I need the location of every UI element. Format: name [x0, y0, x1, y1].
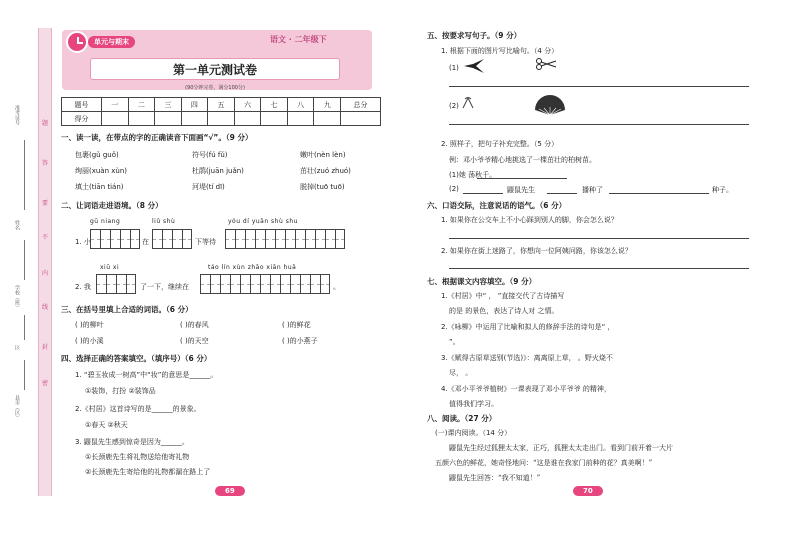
table-cell: 三: [155, 98, 182, 112]
open-fan-icon: [533, 94, 567, 116]
q1-item: 嫩叶(nèn lèn): [300, 151, 346, 159]
q7-item: 3.《赋得古原草送别(节选)》：离离原上草， 。野火烧不: [441, 354, 613, 362]
q1-item: 脱掉(tuō tuō): [300, 183, 345, 191]
img-label: (1): [449, 64, 459, 72]
table-cell: 题号: [62, 98, 102, 112]
table-cell: 总分: [341, 98, 381, 112]
img-label: (2): [449, 102, 459, 110]
scissors-icon: [535, 58, 557, 70]
q7-item: 1.《村居》中“ ， ”直接交代了古诗描写: [441, 292, 565, 300]
table-cell: 六: [234, 98, 261, 112]
strip-char: 答: [41, 160, 48, 167]
sidebar-label-name: 姓名: [14, 220, 20, 230]
q1-item: 绚丽(xuàn xùn): [75, 167, 128, 175]
page-title: 第一单元测试卷: [172, 63, 257, 77]
q1-item: 填土(tiān tián): [75, 183, 124, 191]
pinyin: xiū xi: [100, 264, 120, 271]
q1-item: 包裹(gǔ guǒ): [75, 151, 119, 159]
q7-item: 尽， 。: [449, 369, 473, 377]
q2-text: 了一下，继续在: [140, 283, 189, 291]
exam-note: (90分钟完卷，满分100分): [185, 85, 245, 91]
q4-item: 2.《村居》这首诗写的是______的景象。: [75, 405, 201, 413]
q3-item: ( )的小燕子: [282, 337, 318, 345]
table-cell: 九: [314, 98, 341, 112]
score-input[interactable]: [181, 112, 208, 126]
table-cell: 七: [261, 98, 288, 112]
table-cell: 得分: [62, 112, 102, 126]
q5-example: 例：邓小爷爷精心地挑选了一棵茁壮的柏树苗。: [449, 156, 596, 164]
table-row: [62, 98, 381, 112]
writing-grid[interactable]: [90, 229, 140, 249]
writing-grid[interactable]: [200, 274, 330, 294]
binding-strip: [38, 28, 52, 496]
table-cell: 二: [128, 98, 155, 112]
strip-char: 要: [41, 200, 48, 207]
sidebar-line: [24, 360, 25, 390]
answer-line[interactable]: [609, 193, 709, 194]
q1-title: 一、读一读，在带点的字的正确读音下面画“√”。（9 分）: [61, 133, 253, 142]
pinyin: yóu dí yuān shù shu: [228, 218, 298, 225]
q1-item: 杜鹃(juān juǎn): [192, 167, 244, 175]
q2-text: 。: [333, 283, 340, 291]
score-input[interactable]: [287, 112, 314, 126]
q3-title: 三、在括号里填上合适的词语。（6 分）: [61, 305, 193, 314]
q6-item: 2. 如果你在街上迷路了，你想向一位阿姨问路，你该怎么说？: [441, 247, 632, 255]
q6-item: 1. 如果你在公交车上不小心踩到别人的脚，你会怎么说？: [441, 216, 618, 224]
clock-icon: [66, 31, 88, 53]
table-cell: 四: [181, 98, 208, 112]
q5-fill: 种子。: [712, 186, 733, 194]
q4-item: ②长颈鹿先生寄给他的礼物都漏在路上了: [85, 468, 211, 476]
left-page: [0, 0, 396, 533]
sidebar-label-county: 县市（区）: [14, 395, 20, 420]
strip-char: 不: [41, 234, 48, 241]
answer-line[interactable]: [449, 238, 749, 239]
answer-line[interactable]: [477, 178, 567, 179]
table-row: [62, 112, 381, 126]
strip-char: 内: [41, 270, 48, 277]
score-input[interactable]: [128, 112, 155, 126]
strip-char: 密: [41, 380, 48, 387]
score-input[interactable]: [208, 112, 235, 126]
reading-text: 鼹鼠先生回答：“我不知道！”: [449, 474, 541, 482]
writing-grid[interactable]: [96, 274, 136, 294]
q7-item: 值得我们学习。: [449, 400, 498, 408]
q4-item: 1. “碧玉妆成一树高”中“妆”的意思是______。: [75, 371, 218, 379]
strip-char: 题: [41, 120, 48, 127]
q2-text: 2. 我: [75, 283, 91, 291]
q5-fill: 播种了: [582, 186, 603, 194]
q5-fill: (1)她 荡秋千。: [449, 171, 497, 179]
q6-title: 六、口语交际，注意说话的语气。（6 分）: [427, 201, 567, 210]
q2-title: 二、让词语走进语境。（8 分）: [61, 201, 163, 210]
q5-sub: 2. 照样子，把句子补充完整。（5 分）: [441, 140, 559, 148]
q7-item: 2.《咏柳》中运用了比喻和拟人的修辞手法的诗句是“ ，: [441, 323, 615, 331]
page-number: 69: [215, 486, 245, 496]
strip-char: 线: [41, 304, 48, 311]
q3-item: ( )的春风: [180, 321, 209, 329]
reading-text: 鼹鼠先生经过狐狸太太家，正巧，狐狸太太走出门。看到门前开着一大片: [449, 444, 673, 452]
score-input[interactable]: [155, 112, 182, 126]
pinyin: liǔ shù: [152, 218, 176, 225]
answer-line[interactable]: [449, 124, 749, 125]
reading-text: 五颜六色的鲜花，她奇怪地问：“这是谁在我家门前种的花？真美啊！”: [435, 459, 653, 467]
q7-item: 4.《邓小平爷爷植树》一课表现了邓小平爷爷 的精神，: [441, 385, 611, 393]
q4-item: ①春天 ②秋天: [85, 421, 128, 429]
answer-line[interactable]: [449, 86, 749, 87]
q2-text: 下等待: [195, 238, 216, 246]
table-cell: 一: [102, 98, 129, 112]
sidebar-label-exam-id: 准考证号: [14, 105, 20, 125]
page-number: 70: [573, 486, 603, 496]
q4-item: 3. 鼹鼠先生感到惊奇是因为______。: [75, 438, 189, 446]
answer-line[interactable]: [547, 193, 577, 194]
pinyin: gū niang: [90, 218, 121, 225]
writing-grid[interactable]: [152, 229, 192, 249]
q4-title: 四、选择正确的答案填空。（填序号）（6 分）: [61, 354, 212, 363]
q5-fill: (2): [449, 185, 459, 193]
q8-title: 八、阅读。（27 分）: [427, 414, 497, 423]
score-input[interactable]: [102, 112, 129, 126]
q8-sub: (一)课内阅读。（14 分）: [435, 429, 512, 437]
score-input[interactable]: [314, 112, 341, 126]
swallow-icon: [463, 58, 485, 74]
q7-item: ”。: [449, 338, 460, 346]
right-page: [397, 0, 793, 533]
strip-char: 封: [41, 344, 48, 351]
score-input[interactable]: [341, 112, 381, 126]
score-input[interactable]: [261, 112, 288, 126]
q5-title: 五、按要求写句子。（9 分）: [427, 31, 522, 40]
q4-item: ①装饰，打扮 ②装饰品: [85, 387, 156, 395]
score-input[interactable]: [234, 112, 261, 126]
q3-item: ( )的柳叶: [75, 321, 104, 329]
sidebar-line: [24, 140, 25, 210]
q1-item: 河堤(tí dī): [192, 183, 225, 191]
q3-item: ( )的鲜花: [282, 321, 311, 329]
subject-label: 语文 · 二年级下: [270, 35, 327, 44]
sidebar-line: [24, 315, 25, 340]
q2-text: 在: [142, 238, 149, 246]
unit-badge: 单元与期末: [88, 36, 135, 48]
answer-line[interactable]: [463, 193, 503, 194]
q3-item: ( )的小溪: [75, 337, 104, 345]
q1-item: 茁壮(zuó zhuó): [300, 167, 351, 175]
q5-sub: 1. 根据下面的图片写比喻句。（4 分）: [441, 47, 559, 55]
q2-text: 1. 小: [75, 238, 91, 246]
sidebar-label-district: 区: [14, 345, 20, 350]
score-table: [61, 97, 381, 126]
pinyin: táo lín xùn zhāo xiān huā: [208, 264, 297, 271]
q4-item: ①长颈鹿先生将礼物送给他寄礼物: [85, 453, 190, 461]
folded-fan-icon: [461, 96, 475, 110]
table-cell: 八: [287, 98, 314, 112]
sidebar-line: [24, 240, 25, 280]
table-cell: 五: [208, 98, 235, 112]
sidebar-label-school: 学校（班）: [14, 285, 20, 310]
writing-grid[interactable]: [225, 229, 345, 249]
q7-title: 七、根据课文内容填空。（9 分）: [427, 277, 537, 286]
q3-item: ( )的天空: [180, 337, 209, 345]
q7-item: 的是 的景色，表达了诗人对 之情。: [449, 307, 559, 315]
q1-item: 符号(fú fǔ): [192, 151, 228, 159]
q5-fill: 鼹鼠先生: [507, 186, 535, 194]
answer-line[interactable]: [449, 268, 749, 269]
